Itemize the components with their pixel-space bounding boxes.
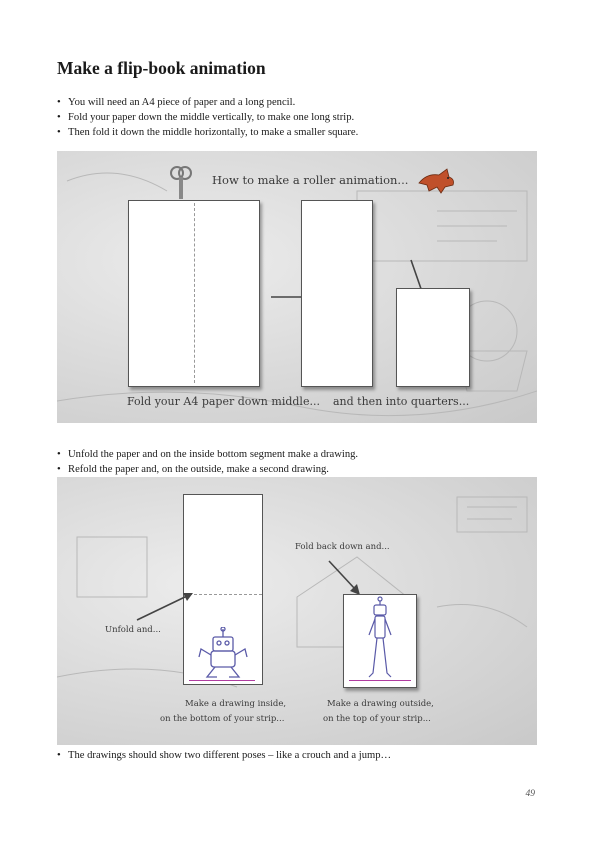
quartered-paper: [396, 288, 470, 387]
drawing-illustration: [57, 477, 537, 745]
caption-inside-2: on the bottom of your strip...: [160, 714, 285, 724]
arrow-icon: [325, 557, 365, 597]
caption-fold-middle: Fold your A4 paper down middle...: [127, 395, 320, 408]
pencil-baseline: [189, 680, 255, 681]
fox-icon: [415, 165, 459, 195]
robot-jump-drawing: [363, 595, 397, 683]
wind-up-key-icon: [167, 165, 195, 201]
map-background: [57, 477, 537, 745]
list-item: • Then fold it down the middle horizontally, to make a smaller square.: [57, 126, 358, 141]
arrow-icon: [135, 592, 195, 622]
list-item: • Unfold the paper and on the inside bottom segment make a drawing.: [57, 448, 358, 463]
page-title: Make a flip-book animation: [57, 58, 266, 78]
caption-outside-1: Make a drawing outside,: [327, 699, 434, 709]
page-number: 49: [525, 789, 535, 799]
caption-quarters: and then into quarters...: [333, 395, 470, 408]
list-item: • Refold the paper and, on the outside, make a second drawing.: [57, 463, 358, 478]
list-item: • Fold your paper down the middle vertically, to make one long strip.: [57, 111, 358, 126]
horizontal-fold-line: [184, 594, 262, 595]
caption-inside-1: Make a drawing inside,: [185, 699, 287, 709]
label-unfold: Unfold and...: [105, 625, 161, 635]
list-item: • The drawings should show two different poses – like a crouch and a jump…: [57, 749, 391, 764]
pencil-baseline: [349, 680, 411, 681]
illustration-heading: How to make a roller animation...: [212, 173, 409, 187]
caption-outside-2: on the top of your strip...: [323, 714, 431, 724]
robot-crouch-drawing: [197, 627, 249, 681]
vertical-fold-line: [194, 203, 195, 383]
list-item: • You will need an A4 piece of paper and a long pencil.: [57, 96, 358, 111]
roller-animation-illustration: [57, 151, 537, 423]
bullet-list-intro: [57, 96, 358, 140]
bullet-list-drawing: [57, 448, 358, 478]
bullet-list-poses: [57, 749, 391, 764]
folded-strip: [301, 200, 373, 387]
label-fold-back: Fold back down and...: [295, 542, 390, 552]
